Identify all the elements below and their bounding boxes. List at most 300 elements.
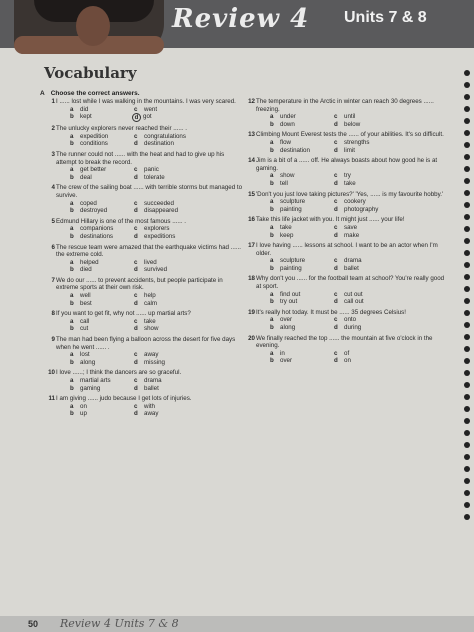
answer-option-b[interactable] — [270, 180, 334, 188]
option-letter: b — [270, 298, 274, 306]
option-text: tolerate — [144, 173, 165, 181]
option-letter: a — [270, 198, 274, 206]
answer-option-a[interactable] — [70, 133, 134, 141]
answer-option-d[interactable] — [334, 232, 414, 240]
option-text: expeditions — [144, 232, 176, 240]
option-letter: b — [70, 358, 74, 366]
option-text: ballet — [344, 264, 359, 272]
answer-option-d[interactable] — [334, 357, 414, 365]
answer-option-b[interactable] — [70, 410, 134, 418]
option-text: try — [344, 172, 351, 180]
answer-options — [70, 200, 256, 215]
answer-option-b[interactable] — [270, 206, 334, 214]
option-letter: a — [70, 166, 74, 174]
option-text: on — [80, 402, 87, 410]
questions-right-column — [248, 98, 456, 368]
option-text: onto — [344, 316, 357, 324]
option-text: try out — [280, 298, 298, 306]
option-letter: d — [134, 207, 138, 215]
option-letter: a — [70, 225, 74, 233]
question-item — [248, 131, 456, 154]
option-letter: b — [70, 325, 74, 333]
question-item — [51, 184, 256, 215]
answer-option-a[interactable] — [70, 377, 134, 385]
answer-option-d[interactable] — [334, 324, 414, 332]
option-letter: a — [270, 113, 274, 121]
option-letter: c — [334, 198, 338, 206]
answer-option-c[interactable] — [334, 257, 414, 265]
question-text: It's really hot today. It must be ...... 35 degrees Celsius! — [256, 308, 406, 316]
option-letter: c — [134, 105, 138, 113]
option-letter: d — [334, 120, 338, 128]
option-text: drama — [344, 257, 362, 265]
option-text: destroyed — [80, 207, 108, 215]
answer-option-a[interactable] — [270, 224, 334, 232]
option-text: keep — [280, 231, 294, 239]
answer-options — [70, 166, 256, 181]
option-letter: a — [70, 351, 74, 359]
answer-option-a[interactable] — [270, 113, 334, 121]
option-text: save — [344, 223, 358, 231]
option-letter: b — [70, 299, 74, 307]
question-number: 6 — [51, 243, 55, 251]
answer-option-a[interactable] — [270, 350, 334, 358]
option-text: away — [144, 351, 159, 359]
answer-option-d[interactable] — [134, 266, 214, 274]
answer-option-b[interactable] — [270, 357, 334, 365]
answer-option-a[interactable] — [270, 198, 334, 206]
answer-option-b[interactable] — [70, 300, 134, 308]
option-letter: d — [134, 173, 138, 181]
answer-options — [70, 292, 256, 307]
option-letter: c — [134, 132, 138, 140]
option-text: on — [344, 357, 351, 365]
answer-options — [270, 291, 456, 306]
option-letter: b — [70, 384, 74, 392]
answer-option-c[interactable] — [134, 166, 214, 174]
option-letter: c — [134, 166, 138, 174]
option-text: find out — [280, 290, 301, 298]
question-number: 19 — [248, 308, 255, 316]
option-text: did — [80, 105, 89, 113]
option-letter: b — [270, 205, 274, 213]
answer-option-c[interactable] — [134, 259, 214, 267]
option-text: congratulations — [144, 132, 186, 140]
answer-options — [70, 106, 256, 123]
answer-option-a[interactable] — [70, 259, 134, 267]
question-text: Why don't you ...... for the football team at school? You're really good at sport. — [256, 275, 445, 291]
option-text: photography — [344, 205, 379, 213]
answer-option-d[interactable] — [134, 300, 214, 308]
option-text: succeeded — [144, 199, 174, 207]
question-item — [248, 242, 456, 272]
answer-option-b[interactable] — [70, 233, 134, 241]
units-label: Units 7 & 8 — [344, 9, 427, 26]
instruction — [40, 90, 146, 97]
option-letter: b — [270, 179, 274, 187]
option-letter: d — [334, 357, 338, 365]
question-text: Take this life jacket with you. It might just ...... your life! — [256, 216, 405, 224]
answer-option-c[interactable] — [334, 224, 414, 232]
option-letter: a — [70, 402, 74, 410]
option-text: missing — [144, 358, 165, 366]
answer-option-c[interactable] — [334, 198, 414, 206]
question-number: 20 — [248, 334, 255, 342]
answer-option-b[interactable] — [270, 232, 334, 240]
option-letter: d — [134, 232, 138, 240]
option-letter: c — [134, 317, 138, 325]
question-item — [51, 336, 256, 366]
option-text: strengths — [344, 138, 370, 146]
question-item — [51, 217, 256, 241]
question-item — [51, 150, 256, 181]
option-letter: d — [334, 298, 338, 306]
option-letter: c — [334, 290, 338, 298]
answer-option-b[interactable] — [70, 266, 134, 274]
section-title: Vocabulary — [44, 64, 137, 82]
answer-option-d[interactable] — [134, 385, 214, 393]
option-letter: c — [334, 257, 338, 265]
question-text: Jim is a bit of a ...... off. He always boasts about how good he is at gaming. — [256, 157, 438, 172]
option-letter: c — [334, 172, 338, 180]
question-text: The unlucky explorers never reached their ...... . — [56, 125, 188, 133]
option-letter: b — [270, 231, 274, 239]
answer-option-c[interactable] — [334, 172, 414, 180]
question-text: 'Don't you just love taking pictures?' 'Yes, ...... is my favourite hobby.' — [256, 190, 444, 198]
option-letter: a — [70, 317, 74, 325]
question-number: 15 — [248, 190, 255, 198]
question-number: 18 — [248, 275, 255, 283]
answer-option-c[interactable] — [334, 113, 414, 121]
option-letter: d — [134, 325, 138, 333]
answer-option-c[interactable] — [334, 350, 414, 358]
option-text: take — [144, 317, 156, 325]
review-title: Review 4 — [172, 4, 310, 34]
option-text: went — [144, 105, 158, 113]
option-text: in — [280, 349, 285, 357]
option-text: get better — [80, 166, 107, 174]
question-number: 1 — [51, 98, 55, 105]
question-number: 13 — [248, 131, 255, 139]
option-letter: a — [70, 105, 74, 113]
option-text: drama — [144, 377, 162, 384]
answer-option-d[interactable] — [334, 206, 414, 214]
option-text: martial arts — [80, 377, 111, 384]
question-text: Edmund Hillary is one of the most famous ...... . — [56, 217, 186, 225]
answer-option-b[interactable] — [270, 147, 334, 155]
answer-option-a[interactable] — [270, 172, 334, 180]
option-text: sculpture — [280, 257, 306, 265]
answer-options — [70, 377, 256, 392]
answer-option-a[interactable] — [270, 257, 334, 265]
option-letter: c — [334, 138, 338, 146]
option-text: coped — [80, 199, 97, 207]
option-letter: c — [134, 199, 138, 207]
answer-option-c[interactable] — [134, 292, 214, 300]
question-text: I ...... lost while I was walking in the mountains. I was very scared. — [56, 98, 236, 105]
answer-option-d[interactable] — [134, 325, 214, 333]
question-item — [48, 395, 256, 418]
option-letter: b — [270, 264, 274, 272]
question-text: We do our ...... to prevent accidents, but people participate in extreme sports at their own risk. — [56, 276, 223, 292]
answer-option-c[interactable] — [134, 133, 214, 141]
answer-options — [270, 224, 456, 239]
question-number: 4 — [51, 184, 55, 192]
answer-option-d[interactable] — [334, 265, 414, 273]
option-letter: d — [134, 384, 138, 392]
option-text: companions — [80, 225, 114, 233]
question-number: 16 — [248, 216, 255, 224]
question-number: 2 — [51, 125, 55, 133]
answer-option-d[interactable] — [334, 298, 414, 306]
option-letter: c — [134, 258, 138, 266]
question-number: 14 — [248, 157, 255, 165]
question-item — [51, 243, 256, 274]
question-item — [248, 308, 456, 332]
option-text: cut — [80, 325, 89, 333]
option-text: sculpture — [280, 198, 306, 206]
question-number: 17 — [248, 242, 255, 250]
answer-options — [70, 403, 256, 418]
circled-answer-letter: d — [132, 113, 141, 122]
answer-option-a[interactable] — [70, 292, 134, 300]
option-text: calm — [144, 299, 158, 307]
question-text: The runner could not ...... with the heat and had to give up his attempt to break the record. — [56, 150, 225, 166]
option-letter: a — [70, 292, 74, 300]
option-letter: d — [334, 146, 338, 154]
option-text: below — [344, 120, 361, 128]
answer-option-c[interactable] — [134, 377, 214, 385]
answer-option-b[interactable] — [70, 325, 134, 333]
option-letter: d — [134, 299, 138, 307]
answer-option-c[interactable] — [134, 318, 214, 326]
answer-option-b[interactable] — [270, 265, 334, 273]
page-number: 50 — [28, 619, 39, 629]
question-item — [248, 334, 456, 365]
option-text: expedition — [80, 132, 109, 140]
answer-option-a[interactable] — [270, 139, 334, 147]
answer-options — [270, 139, 456, 154]
answer-option-a[interactable] — [270, 291, 334, 299]
option-text: ballet — [144, 384, 159, 392]
option-letter: c — [134, 292, 138, 300]
question-text: I love ......; I think the dancers are so graceful. — [56, 369, 182, 377]
option-text: down — [280, 120, 295, 128]
option-text: show — [144, 325, 159, 333]
option-text: panic — [144, 166, 159, 174]
option-text: disappeared — [144, 207, 179, 215]
option-text: along — [280, 324, 296, 332]
answer-options — [70, 318, 256, 333]
photo-face — [76, 6, 110, 46]
option-text: take — [280, 223, 292, 231]
question-item — [51, 125, 256, 148]
option-letter: d — [134, 410, 138, 418]
answer-option-a[interactable] — [270, 316, 334, 324]
answer-option-c[interactable] — [134, 106, 214, 114]
question-number: 8 — [51, 310, 55, 318]
option-text: help — [144, 292, 156, 300]
answer-option-b[interactable] — [70, 140, 134, 148]
option-letter: b — [70, 207, 74, 215]
question-number: 10 — [48, 369, 55, 377]
option-text: helped — [80, 258, 99, 266]
question-number: 9 — [51, 336, 55, 344]
answer-option-a[interactable] — [70, 166, 134, 174]
option-text: cookery — [344, 198, 366, 206]
answer-options — [70, 351, 256, 366]
answer-option-d[interactable] — [134, 140, 214, 148]
answer-option-b[interactable] — [70, 207, 134, 215]
instruction-letter: A — [40, 90, 45, 97]
option-text: best — [80, 299, 92, 307]
answer-options — [270, 198, 456, 213]
answer-options — [270, 257, 456, 272]
option-letter: b — [270, 120, 274, 128]
option-letter: c — [334, 223, 338, 231]
option-letter: c — [334, 349, 338, 357]
question-number: 7 — [51, 276, 55, 284]
answer-option-c[interactable] — [134, 225, 214, 233]
option-text: survived — [144, 266, 168, 274]
question-text: I am giving ...... judo because I get lots of injuries. — [56, 395, 192, 403]
answer-option-c[interactable] — [134, 403, 214, 411]
option-letter: b — [70, 266, 74, 274]
questions-left-column — [48, 98, 256, 421]
option-text: died — [80, 266, 92, 274]
answer-options — [70, 225, 256, 240]
answer-options — [270, 172, 456, 187]
option-letter: d — [134, 358, 138, 366]
question-item — [248, 275, 456, 306]
question-item — [48, 369, 256, 392]
answer-option-c[interactable] — [134, 351, 214, 359]
question-text: We finally reached the top ...... the mountain at five o'clock in the evening. — [256, 334, 433, 350]
footer-text: Review 4 Units 7 & 8 — [60, 617, 179, 630]
answer-option-d[interactable] — [334, 147, 414, 155]
question-text: The temperature in the Arctic in winter can reach 30 degrees ...... freezing. — [256, 98, 434, 113]
option-letter: d — [134, 140, 138, 148]
question-item — [248, 216, 456, 239]
answer-option-b[interactable] — [270, 324, 334, 332]
question-text: If you want to get fit, why not ...... up martial arts? — [56, 310, 191, 318]
option-text: well — [80, 292, 91, 300]
option-letter: a — [270, 290, 274, 298]
question-item — [51, 98, 256, 122]
answer-option-d[interactable] — [334, 180, 414, 188]
instruction-text: Choose the correct answers. — [50, 90, 140, 97]
option-letter: d — [334, 324, 338, 332]
answer-option-b[interactable] — [70, 359, 134, 367]
option-letter: d — [334, 264, 338, 272]
option-text: painting — [280, 264, 302, 272]
answer-option-d[interactable] — [134, 113, 214, 122]
answer-option-c[interactable] — [134, 200, 214, 208]
option-letter: b — [270, 357, 274, 365]
answer-option-d[interactable] — [134, 410, 214, 418]
option-text: under — [280, 113, 296, 121]
option-text: make — [344, 231, 360, 239]
option-text: up — [80, 410, 87, 418]
answer-option-a[interactable] — [70, 403, 134, 411]
option-text: destinations — [80, 232, 114, 240]
question-item — [248, 157, 456, 187]
question-text: I love having ...... lessons at school. I want to be an actor when I'm older. — [256, 242, 438, 257]
option-text: conditions — [80, 140, 108, 148]
option-letter: d — [334, 231, 338, 239]
option-text: during — [344, 324, 362, 332]
option-letter: b — [270, 324, 274, 332]
answer-option-d[interactable] — [334, 121, 414, 129]
answer-option-a[interactable] — [70, 106, 134, 114]
option-letter: a — [270, 223, 274, 231]
header-band — [0, 0, 474, 48]
option-text: painting — [280, 205, 302, 213]
answer-option-a[interactable] — [70, 200, 134, 208]
answer-option-a[interactable] — [70, 318, 134, 326]
option-text: flow — [280, 138, 292, 146]
option-text: away — [144, 410, 159, 418]
option-letter: d — [334, 205, 338, 213]
option-letter: c — [134, 402, 138, 410]
option-text: over — [280, 316, 293, 324]
option-letter: b — [70, 173, 74, 181]
answer-options — [270, 316, 456, 331]
answer-option-d[interactable] — [134, 207, 214, 215]
option-letter: c — [134, 351, 138, 359]
answer-option-a[interactable] — [70, 351, 134, 359]
option-text: got — [143, 113, 152, 121]
option-text: along — [80, 358, 96, 366]
option-text: take — [344, 179, 356, 187]
option-letter: a — [70, 199, 74, 207]
option-text: call out — [344, 298, 364, 306]
option-text: call — [80, 317, 90, 325]
option-letter: a — [270, 257, 274, 265]
option-text: until — [344, 113, 356, 121]
option-text: over — [280, 357, 293, 365]
answer-option-c[interactable] — [334, 291, 414, 299]
option-letter: a — [270, 138, 274, 146]
answer-option-b[interactable] — [270, 298, 334, 306]
option-letter: c — [134, 377, 138, 384]
answer-option-c[interactable] — [334, 139, 414, 147]
answer-option-c[interactable] — [334, 316, 414, 324]
question-number: 12 — [248, 98, 255, 105]
option-letter: b — [270, 146, 274, 154]
option-letter: a — [270, 172, 274, 180]
answer-option-b[interactable] — [70, 385, 134, 393]
answer-option-a[interactable] — [70, 225, 134, 233]
question-number: 11 — [48, 395, 55, 403]
answer-option-b[interactable] — [270, 121, 334, 129]
answer-options — [70, 133, 256, 148]
option-letter: b — [70, 410, 74, 418]
answer-option-b[interactable] — [70, 113, 134, 122]
option-text: kept — [80, 113, 92, 121]
answer-option-b[interactable] — [70, 174, 134, 182]
option-letter: a — [70, 377, 74, 384]
answer-option-d[interactable] — [134, 233, 214, 241]
answer-option-d[interactable] — [134, 359, 214, 367]
binder-rings — [464, 70, 472, 526]
question-number: 3 — [51, 150, 55, 158]
option-text: lost — [80, 351, 90, 359]
question-item — [51, 310, 256, 333]
answer-options — [70, 259, 256, 274]
question-text: Climbing Mount Everest tests the ...... of your abilities. It's so difficult. — [256, 131, 444, 139]
answer-option-d[interactable] — [134, 174, 214, 182]
